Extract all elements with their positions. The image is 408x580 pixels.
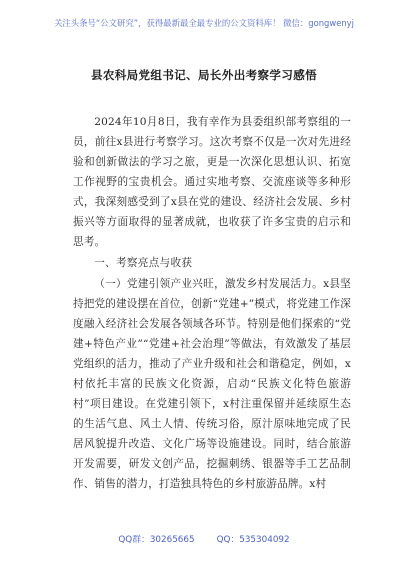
footer-contact (0, 532, 408, 545)
document-title: 县农科局党组书记、局长外出考察学习感悟 (90, 68, 318, 82)
intro-paragraph: 2024年10月8日，我有幸作为县委组织部考察组的一员，前往x县进行考察学习。这次考察不仅是一次对先进经验和创新做法的学习之旅，更是一次深化思想认识、拓宽工作视野的宝贵机会。通过实地考察、交流座谈等多种形式，我深刻感受到了x县在党的建设、经济社会发展、乡村振兴等方面取得的显著成就，也收获了许多宝贵的启示和思考。 (73, 116, 351, 248)
footer-qq-group: QQ群：30265665 (118, 535, 195, 545)
section-paragraph: （一）党建引领产业兴旺，激发乡村发展活力。x县坚持把党的建设摆在首位，创新“党建+”模式，将党建工作深度融入经济社会发展各领域各环节。特别是他们探索的“党建+特色产业”“党建+社会治理”等做法，有效激发了基层党组织的活力，推动了产业升级和社会和谐稳定，例如，x村依托丰富的民族文化资源，启动“民族文化特色旅游村”项目建设。在党建引领下，x村注重保留并延续原生态的生活气息、风土人情、传统习俗，原汁原味地完成了民居风貌提升改造、文化广场等设施建设。同时，结合旅游开发需要，研发文创产品，挖掘刺绣、银器等手工艺品制作、销售的潜力，打造独具特色的乡村旅游品牌。x村 (73, 278, 352, 490)
footer-qq-number: QQ：535304092 (216, 535, 290, 545)
document-body (73, 112, 351, 494)
header-banner: 关注头条号“公文研究”，获得最新最全最专业的公文资料库！ 微信：gongwenyj (54, 18, 354, 28)
section-heading: 一、考察亮点与收获 (94, 257, 193, 269)
